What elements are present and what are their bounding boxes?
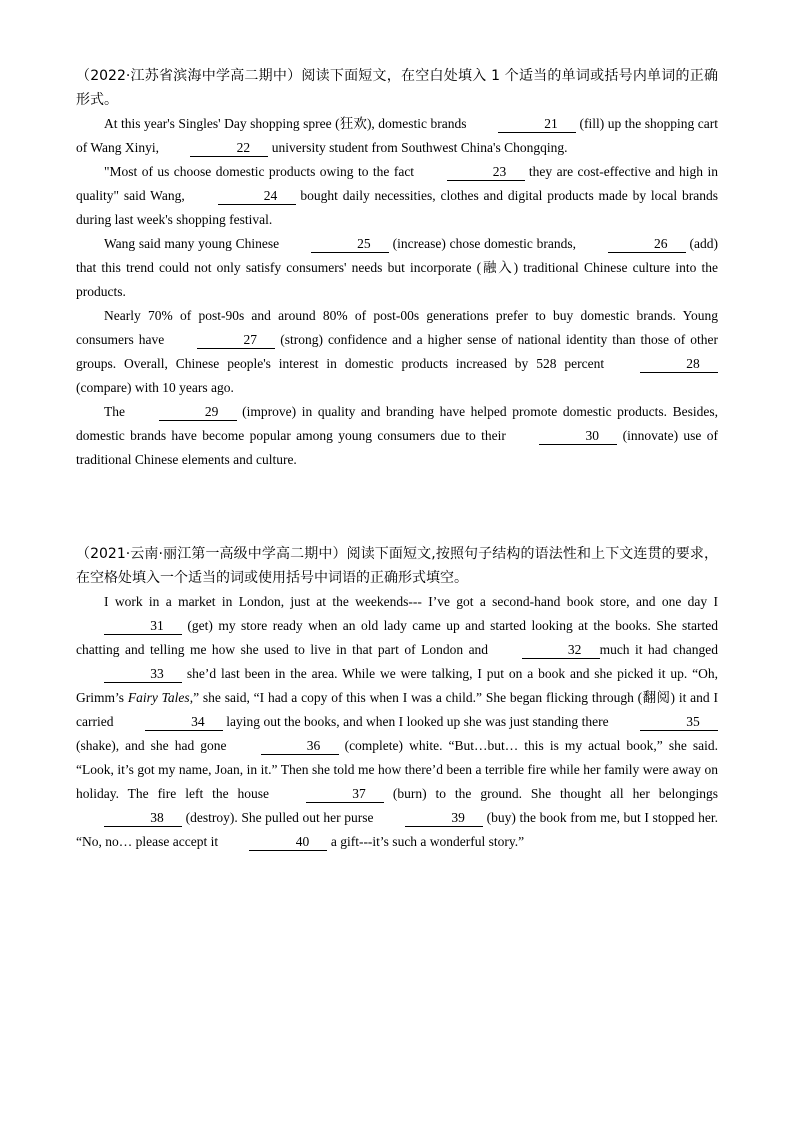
answer-blank-35[interactable] (612, 710, 718, 734)
passage-text: they are cost-effective and high in quality" said Wang, (76, 164, 718, 203)
passage-text: The (104, 404, 131, 419)
answer-blank-26[interactable] (580, 232, 686, 256)
passage-text: (add) that this trend could not only satisfy consumers' needs but incorporate (融入) traditional Chinese culture into the products. (76, 236, 719, 299)
blank-number: 30 (539, 427, 617, 445)
passage-text: I work in a market in London, just at the weekends--- I’ve got a second-hand book store, and one day I (104, 594, 718, 609)
passage-text: (complete) white. “But…but… this is my actual book,” she said. “Look, it’s got my name, Joan, in it.” Then she told me how there’d been a terrible fire while her family were away on holiday. The fire left the house (76, 738, 718, 801)
passage-paragraph (76, 232, 718, 304)
answer-blank-29[interactable] (131, 400, 237, 424)
passage-paragraph (76, 160, 718, 232)
passage-paragraph (76, 590, 718, 854)
italic-title: Fairy Tales (127, 690, 190, 705)
answer-blank-23[interactable] (419, 160, 525, 184)
passage-text: (strong) confidence and a higher sense of national identity than those of other groups. Overall, Chinese people's interest in domestic products increased by 528 percent (76, 332, 718, 371)
passage-text: a gift---it’s such a wonderful story.” (327, 834, 525, 849)
answer-blank-36[interactable] (233, 734, 339, 758)
answer-blank-28[interactable] (612, 352, 718, 376)
passage-text: (get) my store ready when an old lady came up and started looking at the books. She started chatting and telling me how she used to live in that part of London and (76, 618, 718, 657)
blank-number: 40 (249, 833, 327, 851)
answer-blank-37[interactable] (278, 782, 384, 806)
answer-blank-30[interactable] (511, 424, 617, 448)
answer-blank-40[interactable] (221, 830, 327, 854)
blank-number: 21 (498, 115, 576, 133)
section-2-heading: （2021·云南·丽江第一高级中学高二期中）阅读下面短文,按照句子结构的语法性和上下文连贯的要求，在空格处填入一个适当的词或使用括号中词语的正确形式填空。 (76, 546, 718, 586)
passage-text: Wang said many young Chinese (104, 236, 283, 251)
blank-number: 25 (311, 235, 389, 253)
passage-text: (fill) up the shopping cart of Wang Xinyi, (76, 116, 719, 155)
answer-blank-38[interactable] (76, 806, 182, 830)
answer-blank-34[interactable] (117, 710, 223, 734)
blank-number: 33 (104, 665, 182, 683)
answer-blank-24[interactable] (190, 184, 296, 208)
passage-text: (improve) in quality and branding have helped promote domestic products. Besides, domestic brands have become popular among young consumers due to their (76, 404, 718, 443)
blank-number: 39 (405, 809, 483, 827)
blank-number: 37 (306, 785, 384, 803)
passage-text: (shake), and she had gone (76, 738, 233, 753)
blank-number: 29 (159, 403, 237, 421)
passage-text: she’d last been in the area. While we were talking, I put on a book and she picked it up. “Oh, Grimm’s (76, 666, 718, 705)
passage-text: (burn) to the ground. She thought all her belongings (383, 786, 718, 801)
passage-text: (innovate) use of traditional Chinese elements and culture. (76, 428, 718, 467)
passage-text: ,” she said, “I had a copy of this when I was a child.” She began flicking through (翻阅) it and I carried (76, 690, 718, 729)
passage-text: At this year's Singles' Day shopping spree (狂欢), domestic brands (104, 116, 471, 131)
answer-blank-31[interactable] (76, 614, 182, 638)
section-1-passage (76, 112, 718, 472)
passage-text: laying out the books, and when I looked up she was just standing there (222, 714, 612, 729)
blank-number: 31 (104, 617, 182, 635)
blank-number: 26 (608, 235, 686, 253)
section-2-passage (76, 590, 718, 854)
passage-text: Nearly 70% of post-90s and around 80% of post-00s generations prefer to buy domestic brands. Young consumers have (76, 308, 718, 347)
passage-text: (buy) the book from me, but I stopped her. “No, no… please accept it (76, 810, 718, 849)
answer-blank-21[interactable] (470, 112, 576, 136)
blank-number: 24 (218, 187, 296, 205)
passage-text: (increase) chose domestic brands, (388, 236, 580, 251)
blank-number: 35 (640, 713, 718, 731)
answer-blank-25[interactable] (283, 232, 389, 256)
answer-blank-27[interactable] (169, 328, 275, 352)
answer-blank-39[interactable] (377, 806, 483, 830)
passage-text: (destroy). She pulled out her purse (182, 810, 378, 825)
section-1-heading: （2022·江苏省滨海中学高二期中）阅读下面短文，在空白处填入 1 个适当的单词或括号内单词的正确形式。 (76, 68, 718, 108)
passage-paragraph (76, 400, 718, 472)
exercise-section-1 (76, 64, 718, 472)
blank-number: 32 (522, 641, 600, 659)
passage-text: university student from Southwest China's Chongqing. (268, 140, 568, 155)
blank-number: 36 (261, 737, 339, 755)
blank-number: 22 (190, 139, 268, 157)
exercise-section-2 (76, 542, 718, 854)
passage-paragraph (76, 112, 718, 160)
passage-text: bought daily necessities, clothes and digital products made by local brands during last week's shopping festival. (76, 188, 718, 227)
answer-blank-33[interactable] (76, 662, 182, 686)
passage-paragraph (76, 304, 718, 400)
answer-blank-32[interactable] (494, 638, 600, 662)
passage-text: much it had changed (599, 642, 719, 657)
passage-text: (compare) with 10 years ago. (76, 380, 234, 395)
blank-number: 28 (640, 355, 718, 373)
blank-number: 23 (447, 163, 525, 181)
blank-number: 34 (145, 713, 223, 731)
answer-blank-22[interactable] (162, 136, 268, 160)
passage-text: "Most of us choose domestic products owing to the fact (104, 164, 419, 179)
blank-number: 38 (104, 809, 182, 827)
blank-number: 27 (197, 331, 275, 349)
